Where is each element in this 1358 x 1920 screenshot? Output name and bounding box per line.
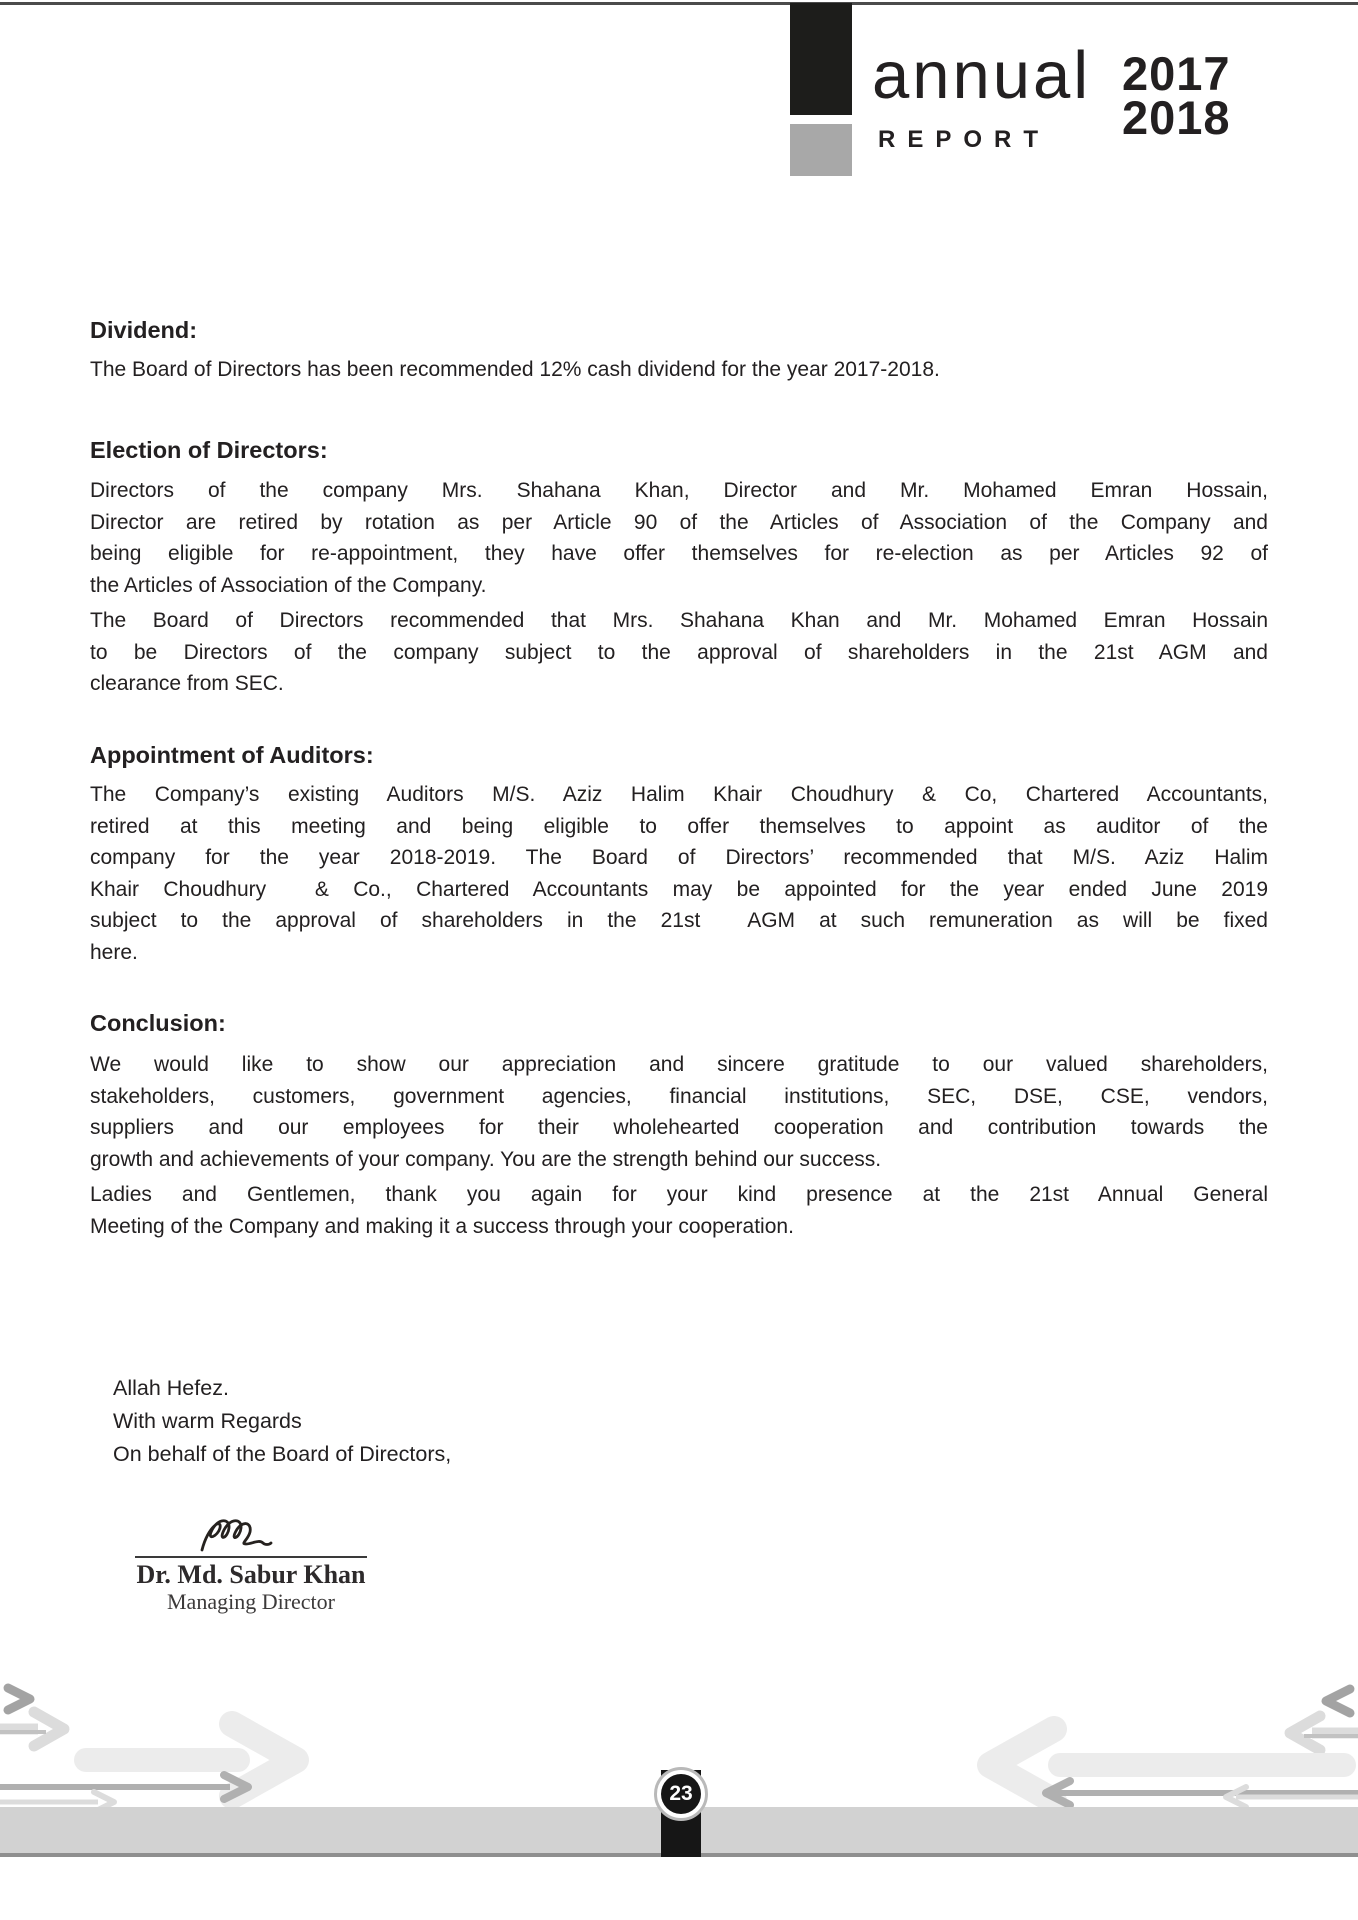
logo-gray-block xyxy=(790,124,852,176)
auditors-paragraph xyxy=(90,779,1268,968)
page-number-badge xyxy=(654,1767,708,1821)
paragraph-line: Meeting of the Company and making it a success through your cooperation. xyxy=(90,1214,794,1238)
logo-years xyxy=(1122,47,1231,144)
paragraph-line: Khair Choudhury & Co., Chartered Accountants may be appointed for the year ended June 2019 xyxy=(90,877,1268,901)
signatory-name: Dr. Md. Sabur Khan xyxy=(136,1560,366,1589)
paragraph-line: Directors of the company Mrs. Shahana Khan, Director and Mr. Mohamed Emran Hossain, xyxy=(90,479,1268,502)
paragraph-line: company for the year 2018-2019. The Board of Directors’ recommended that M/S. Aziz Halim xyxy=(90,846,1268,869)
logo-year-top: 2017 xyxy=(1122,47,1231,100)
signature-rule xyxy=(135,1556,367,1558)
closing-block xyxy=(113,1372,451,1471)
closing-line-3: On behalf of the Board of Directors, xyxy=(113,1442,452,1466)
paragraph-line: retired at this meeting and being eligible to offer themselves to appoint as auditor of the xyxy=(90,814,1268,838)
paragraph-line: here. xyxy=(90,940,138,964)
election-heading: Election of Directors: xyxy=(90,437,328,463)
paragraph-line: The Board of Directors has been recommended 12% cash dividend for the year 2017-2018. xyxy=(90,358,940,381)
paragraph-line: clearance from SEC. xyxy=(90,672,284,695)
logo-black-block xyxy=(790,3,852,115)
closing-line-2: With warm Regards xyxy=(113,1409,302,1433)
conclusion-heading: Conclusion: xyxy=(90,1010,226,1036)
dividend-paragraph xyxy=(90,354,1268,386)
paragraph-line: subject to the approval of shareholders in the 21st AGM at such remuneration as will be fixed xyxy=(90,909,1268,932)
paragraph-line: growth and achievements of your company. You are the strength behind our success. xyxy=(90,1147,882,1171)
paragraph-line: to be Directors of the company subject to the approval of shareholders in the 21st AGM and xyxy=(90,640,1268,664)
paragraph-line: Ladies and Gentlemen, thank you again for your kind presence at the 21st Annual General xyxy=(90,1183,1268,1206)
conclusion-paragraph-1 xyxy=(90,1049,1268,1175)
paragraph-line: Director are retired by rotation as per Article 90 of the Articles of Association of the Company and xyxy=(90,510,1268,534)
signature-scribble-icon xyxy=(196,1516,286,1556)
paragraph-line: The Board of Directors recommended that Mrs. Shahana Khan and Mr. Mohamed Emran Hossain xyxy=(90,609,1268,632)
paragraph-line: being eligible for re-appointment, they have offer themselves for re-election as per Articles 92 of xyxy=(90,542,1268,565)
signatory-title: Managing Director xyxy=(167,1589,335,1614)
page-number: 23 xyxy=(661,1774,701,1814)
logo-word-annual: annual xyxy=(872,38,1092,113)
logo-word-report: REPORT xyxy=(878,126,1051,153)
closing-line-1: Allah Hefez. xyxy=(113,1376,229,1400)
paragraph-line: suppliers and our employees for their wholehearted cooperation and contribution towards the xyxy=(90,1116,1268,1139)
dividend-heading: Dividend: xyxy=(90,317,198,343)
arrow-right-light-icon xyxy=(34,1712,64,1746)
auditors-heading: Appointment of Auditors: xyxy=(90,742,374,768)
paragraph-line: We would like to show our appreciation and sincere gratitude to our valued shareholders, xyxy=(90,1053,1268,1076)
election-paragraph-2 xyxy=(90,605,1268,700)
paragraph-line: The Company’s existing Auditors M/S. Aziz Halim Khair Choudhury & Co, Chartered Accountants, xyxy=(90,783,1268,806)
paragraph-line: stakeholders, customers, government agencies, financial institutions, SEC, DSE, CSE, vendors, xyxy=(90,1084,1268,1108)
top-rule xyxy=(0,2,1358,5)
logo-year-bottom: 2018 xyxy=(1122,91,1231,144)
arrow-left-small-icon xyxy=(1326,1689,1350,1713)
election-paragraph-1 xyxy=(90,475,1268,601)
arrow-right-small-icon xyxy=(8,1688,30,1710)
paragraph-line: the Articles of Association of the Company. xyxy=(90,573,487,597)
conclusion-paragraph-2 xyxy=(90,1179,1268,1242)
